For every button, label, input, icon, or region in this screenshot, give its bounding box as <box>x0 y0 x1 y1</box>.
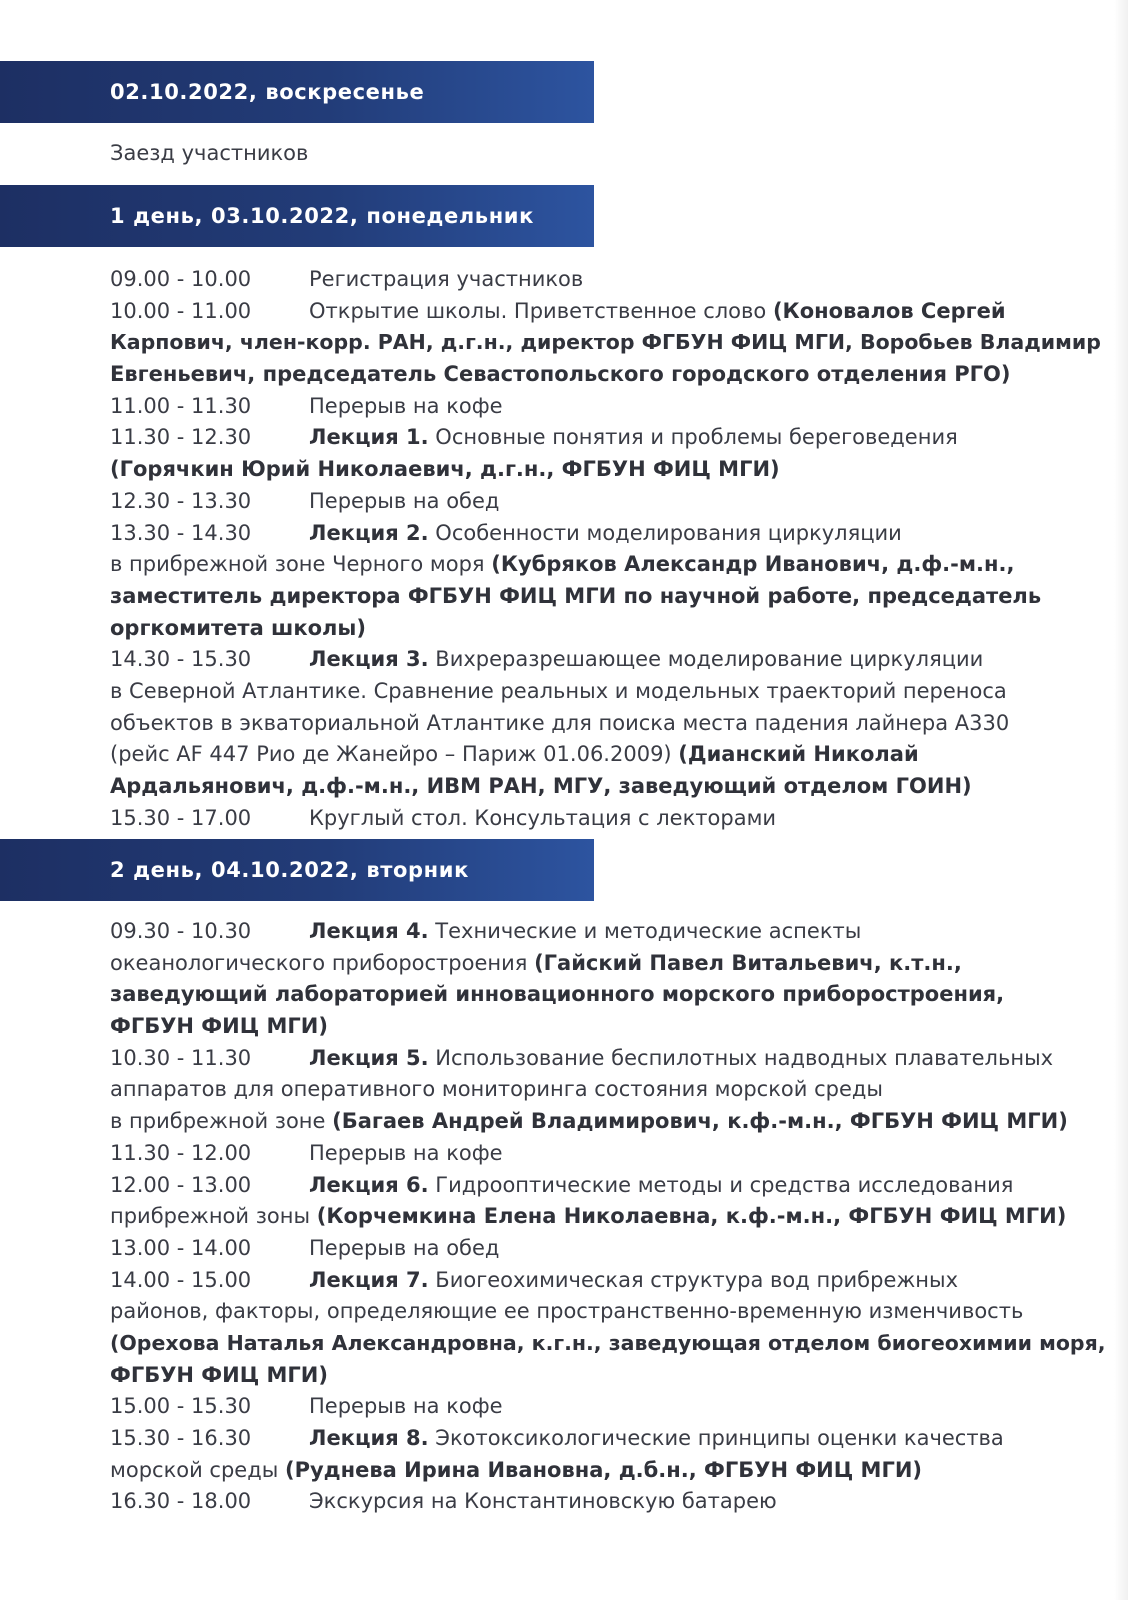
lecture-label: Лекция 4. <box>309 919 429 943</box>
schedule-row <box>110 486 1110 518</box>
event-text: Вихреразрешающее моделирование циркуляции <box>428 647 984 672</box>
event-text: Открытие школы. Приветственное слово <box>309 298 773 323</box>
schedule-row <box>110 1170 1110 1202</box>
time-range: 10.00 - 11.00 <box>110 298 252 323</box>
event-text: аппаратов для оперативного мониторинга состояния морской среды <box>110 1077 883 1102</box>
event-text: Особенности моделирования циркуляции <box>428 520 902 545</box>
time-range: 12.30 - 13.30 <box>110 488 252 513</box>
continuation-line <box>110 1201 1110 1233</box>
speaker-text: (Корчемкина Елена Николаевна, к.ф.-м.н., ФГБУН ФИЦ МГИ) <box>316 1204 1067 1229</box>
time-range: 11.30 - 12.30 <box>110 425 252 450</box>
speaker-text: (Горячкин Юрий Николаевич, д.г.н., ФГБУН ФИЦ МГИ) <box>110 457 780 482</box>
day-header-02-10 <box>0 61 594 123</box>
continuation-line <box>110 1296 1110 1328</box>
event-text: Технические и методические аспекты <box>428 919 862 943</box>
schedule-row <box>110 1486 1110 1518</box>
continuation-line <box>110 708 1110 740</box>
speaker-line <box>110 979 1110 1011</box>
event-text: Перерыв на кофе <box>309 393 503 418</box>
schedule-row <box>110 803 1110 835</box>
lecture-label: Лекция 6. <box>309 1172 429 1197</box>
lecture-label: Лекция 3. <box>309 647 429 672</box>
event-text: в прибрежной зоне <box>110 1109 333 1134</box>
speaker-line <box>110 327 1110 359</box>
speaker-text: (Орехова Наталья Александровна, к.г.н., заведующая отделом биогеохимии моря, <box>110 1330 1106 1355</box>
arrival-line: Заезд участников <box>110 141 309 165</box>
schedule-row <box>110 1138 1110 1170</box>
schedule-row <box>110 1043 1110 1075</box>
speaker-line <box>110 1328 1110 1360</box>
continuation-line <box>110 549 1110 581</box>
continuation-line <box>110 676 1110 708</box>
event-text: Круглый стол. Консультация с лекторами <box>309 805 777 830</box>
time-range: 09.30 - 10.30 <box>110 919 252 943</box>
time-range: 13.30 - 14.30 <box>110 520 252 545</box>
speaker-line <box>110 1360 1110 1392</box>
schedule-row <box>110 1233 1110 1265</box>
schedule-row <box>110 1265 1110 1297</box>
speaker-text: Евгеньевич, председатель Севастопольского городского отделения РГО) <box>110 362 1011 387</box>
event-text: объектов в экваториальной Атлантике для поиска места падения лайнера А330 <box>110 710 1010 735</box>
continuation-line <box>110 1106 1110 1138</box>
event-text: морской среды <box>110 1457 285 1482</box>
speaker-text: (Гайский Павел Витальевич, к.т.н., <box>534 950 962 975</box>
event-text: в прибрежной зоне Черного моря <box>110 552 492 577</box>
time-range: 15.30 - 16.30 <box>110 1426 252 1450</box>
event-text: Биогеохимическая структура вод прибрежных <box>428 1267 959 1292</box>
event-text: прибрежной зоны <box>110 1204 317 1229</box>
time-range: 16.30 - 18.00 <box>110 1489 252 1514</box>
speaker-text: (Дианский Николай <box>678 742 919 767</box>
day-header-title: 2 день, 04.10.2022, вторник <box>110 858 469 882</box>
event-text: Перерыв на обед <box>309 1235 500 1260</box>
time-range: 11.00 - 11.30 <box>110 393 252 418</box>
time-range: 11.30 - 12.00 <box>110 1140 252 1165</box>
event-text: Перерыв на обед <box>309 488 500 513</box>
schedule-row <box>110 1391 1110 1423</box>
time-range: 15.00 - 15.30 <box>110 1394 252 1419</box>
speaker-text: Ардальянович, д.ф.-м.н., ИВМ РАН, МГУ, заведующий отделом ГОИН) <box>110 774 972 798</box>
continuation-line <box>110 1074 1110 1106</box>
time-range: 14.30 - 15.30 <box>110 647 252 672</box>
day-1-schedule <box>110 264 1110 834</box>
speaker-line <box>110 454 1110 486</box>
day-header-title: 1 день, 03.10.2022, понедельник <box>110 204 534 228</box>
event-text: Регистрация участников <box>309 267 584 291</box>
schedule-row <box>110 422 1110 454</box>
event-text: Экотоксикологические принципы оценки качества <box>428 1426 1004 1450</box>
time-range: 09.00 - 10.00 <box>110 267 252 291</box>
event-text: в Северной Атлантике. Сравнение реальных и модельных траекторий переноса <box>110 678 1007 703</box>
event-text: Перерыв на кофе <box>309 1140 503 1165</box>
day-header-03-10 <box>0 185 594 247</box>
speaker-text: (Багаев Андрей Владимирович, к.ф.-м.н., ФГБУН ФИЦ МГИ) <box>332 1109 1068 1134</box>
schedule-row <box>110 916 1110 948</box>
time-range: 15.30 - 17.00 <box>110 805 252 830</box>
time-range: 13.00 - 14.00 <box>110 1235 252 1260</box>
continuation-line <box>110 948 1110 980</box>
day-header-title: 02.10.2022, воскресенье <box>110 80 425 104</box>
lecture-label: Лекция 1. <box>309 425 429 450</box>
speaker-line <box>110 359 1110 391</box>
speaker-text: оргкомитета школы) <box>110 615 367 640</box>
time-range: 10.30 - 11.30 <box>110 1045 252 1070</box>
continuation-line <box>110 739 1110 771</box>
schedule-row <box>110 644 1110 676</box>
speaker-text: заведующий лабораторией инновационного морского приборостроения, <box>110 982 1005 1007</box>
event-text: Использование беспилотных надводных плавательных <box>428 1045 1054 1070</box>
schedule-row <box>110 264 1110 296</box>
speaker-text: заместитель директора ФГБУН ФИЦ МГИ по научной работе, председатель <box>110 583 1042 608</box>
speaker-text: (Коновалов Сергей <box>772 298 1006 323</box>
lecture-label: Лекция 7. <box>309 1267 429 1292</box>
time-range: 14.00 - 15.00 <box>110 1267 252 1292</box>
schedule-row <box>110 391 1110 423</box>
time-range: 12.00 - 13.00 <box>110 1172 252 1197</box>
event-text: Основные понятия и проблемы береговедения <box>428 425 958 450</box>
speaker-text: (Кубряков Александр Иванович, д.ф.-м.н., <box>491 552 1015 577</box>
speaker-line <box>110 1011 1110 1043</box>
lecture-label: Лекция 8. <box>309 1426 429 1450</box>
day-0-content <box>110 138 1110 170</box>
schedule-row <box>110 296 1110 328</box>
lecture-label: Лекция 5. <box>309 1045 429 1070</box>
schedule-row <box>110 518 1110 550</box>
event-text: Перерыв на кофе <box>309 1394 503 1419</box>
page-edge-shadow <box>1114 0 1128 1600</box>
speaker-text: ФГБУН ФИЦ МГИ) <box>110 1362 328 1387</box>
event-text: Гидрооптические методы и средства исследования <box>428 1172 1014 1197</box>
schedule-row <box>110 1423 1110 1455</box>
continuation-line <box>110 1455 1110 1487</box>
event-text: районов, факторы, определяющие ее пространственно-временную изменчивость <box>110 1299 1024 1324</box>
event-text: океанологического приборостроения <box>110 950 535 975</box>
speaker-line <box>110 613 1110 645</box>
day-header-04-10 <box>0 839 594 901</box>
lecture-label: Лекция 2. <box>309 520 429 545</box>
speaker-line <box>110 581 1110 613</box>
event-text: (рейс AF 447 Рио де Жанейро – Париж 01.06.2009) <box>110 742 679 767</box>
speaker-line <box>110 771 1110 803</box>
speaker-text: Карпович, член-корр. РАН, д.г.н., директор ФГБУН ФИЦ МГИ, Воробьев Владимир <box>110 330 1101 355</box>
speaker-text: ФГБУН ФИЦ МГИ) <box>110 1014 328 1039</box>
event-text: Экскурсия на Константиновскую батарею <box>309 1489 777 1514</box>
speaker-text: (Руднева Ирина Ивановна, д.б.н., ФГБУН ФИЦ МГИ) <box>285 1457 922 1482</box>
day-2-schedule <box>110 916 1110 1518</box>
